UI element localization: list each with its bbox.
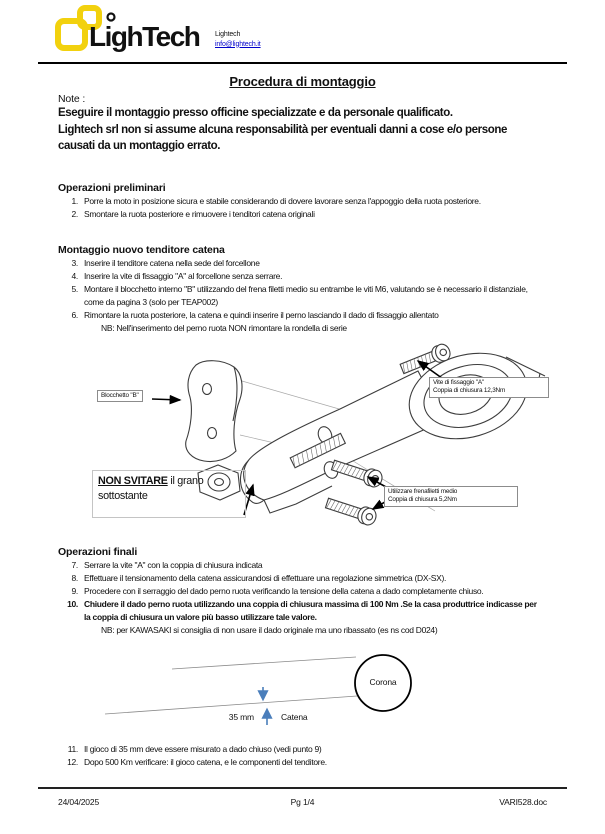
- lightech-logo-icon: [52, 4, 242, 56]
- catena-label: Catena: [281, 711, 308, 722]
- item-note: NB: per KAWASAKI si consiglia di non usare il dado originale ma uno ribassato (es ns cod D024): [101, 624, 438, 635]
- item-text: Porre la moto in posizione sicura e stabile considerando di dovere lavorare senza l'appoggio della ruota posteriore.: [84, 195, 481, 206]
- item-text: Procedere con il serraggio del dado perno ruota verificando la tensione della catena a dado completamente chiuso.: [84, 585, 484, 596]
- chain-upper-line: [172, 657, 356, 669]
- page-title: Procedura di montaggio: [229, 74, 376, 89]
- section-heading-finali: Operazioni finali: [58, 545, 138, 558]
- callout-text: Coppia di chiusura 12,3Nm: [433, 387, 506, 395]
- tensioner-diagram: [0, 343, 605, 535]
- callout-frenafiletti: [384, 486, 518, 507]
- note-text: [58, 105, 547, 155]
- callout-text: Blocchetto "B": [101, 391, 139, 399]
- logo-text: LighTech: [89, 21, 200, 52]
- item-number: 1.: [71, 195, 78, 206]
- item-number: 2.: [71, 208, 78, 219]
- callout-text: Vite di fissaggio "A": [433, 378, 485, 386]
- item-note: NB: Nell'inserimento del perno ruota NON rimontare la rondella di serie: [101, 322, 347, 333]
- list-item: [58, 598, 547, 624]
- list-item: [58, 195, 547, 208]
- warning-text: il grano: [167, 474, 204, 487]
- list-item: [58, 309, 547, 322]
- list-item: [58, 743, 547, 756]
- item-text: Rimontare la ruota posteriore, la catena e quindi inserire il perno lasciando il dado di fissaggio allentato: [84, 309, 439, 320]
- logo-ring-icon: [108, 14, 115, 21]
- list-item: [58, 572, 547, 585]
- item-text: Montare il blocchetto interno "B" utilizzando del frena filetti medio su entrambe le viti M6, valutando se è necessario il distanziale, come da pagina 3 (solo per TEAP002): [84, 283, 528, 307]
- callout-text: Utilizzare frenafiletti medio: [388, 487, 458, 495]
- footer-filename: VARI528.doc: [499, 796, 547, 807]
- arrow-blocchetto: [152, 399, 180, 400]
- header: [0, 0, 605, 62]
- list-item: [58, 283, 547, 309]
- distance-label: 35 mm: [228, 711, 254, 722]
- header-divider: [38, 62, 567, 64]
- callout-text: Coppia di chiusura 5,2Nm: [388, 496, 457, 504]
- item-text: Chiudere il dado perno ruota utilizzando una coppia di chiusura massima di 100 Nm .Se la casa produttrice indicasse per la coppia di chiusura un valore più basso utilizzare tale valore.: [84, 598, 537, 622]
- screw-icon: [330, 456, 384, 488]
- item-text: Inserire il tenditore catena nella sede del forcellone: [84, 257, 260, 268]
- contact-name: Lightech: [215, 31, 241, 38]
- note-line: Lightech srl non si assume alcuna responsabilità per eventuali danni a cose e/o persone: [58, 123, 507, 136]
- item-number: 8.: [71, 572, 78, 583]
- item-number: 12.: [67, 756, 78, 767]
- item-number: 6.: [71, 309, 78, 320]
- footer-page-number: Pg 1/4: [290, 796, 315, 807]
- item-text: Effettuare il tensionamento della catena assicurandosi di effettuare una regolazione simmetrica (DX-SX).: [84, 572, 447, 583]
- list-item: [58, 756, 547, 769]
- item-text: Il gioco di 35 mm deve essere misurato a dado chiuso (vedi punto 9): [84, 743, 322, 754]
- warning-text: sottostante: [98, 490, 148, 502]
- section-heading-preliminari: Operazioni preliminari: [58, 181, 166, 194]
- list-item: [58, 257, 547, 270]
- header-contact: [215, 30, 261, 49]
- note-label: Note :: [58, 93, 86, 105]
- footer: [58, 789, 547, 807]
- list-item: [58, 270, 547, 283]
- item-text: Inserire la vite di fissaggio "A" al forcellone senza serrare.: [84, 270, 283, 281]
- block-b: [186, 360, 242, 461]
- list-item: [58, 585, 547, 598]
- note-line: Eseguire il montaggio presso officine specializzate e da personale qualificato.: [58, 107, 453, 119]
- section-heading-montaggio: Montaggio nuovo tenditore catena: [58, 243, 225, 256]
- list-item: [58, 208, 547, 221]
- email-link[interactable]: info@lightech.it: [215, 40, 261, 48]
- item-number: 4.: [71, 270, 78, 281]
- chain-slack-diagram: [0, 643, 605, 743]
- item-number: 5.: [71, 283, 78, 294]
- callout-vite: [429, 377, 549, 398]
- footer-date: 24/04/2025: [58, 796, 100, 807]
- corona-label: Corona: [369, 676, 397, 687]
- item-text: Serrare la vite "A" con la coppia di chiusura indicata: [84, 559, 263, 570]
- callout-blocchetto: [97, 390, 143, 403]
- item-text: Smontare la ruota posteriore e rimuovere i tenditori catena originali: [84, 208, 315, 219]
- item-number: 9.: [71, 585, 78, 596]
- item-number: 3.: [71, 257, 78, 268]
- warning-non-svitare: [92, 470, 246, 518]
- warning-bold-text: NON SVITARE: [98, 474, 168, 487]
- list-item: [58, 559, 547, 572]
- screw-icon: [324, 494, 378, 526]
- item-number: 11.: [67, 743, 78, 754]
- item-number: 10.: [67, 598, 78, 609]
- item-number: 7.: [71, 559, 78, 570]
- item-text: Dopo 500 Km verificare: il gioco catena, e le componenti del tenditore.: [84, 756, 327, 767]
- chain-slack-drawing: [0, 643, 605, 743]
- note-line: causati da un montaggio errato.: [58, 140, 221, 152]
